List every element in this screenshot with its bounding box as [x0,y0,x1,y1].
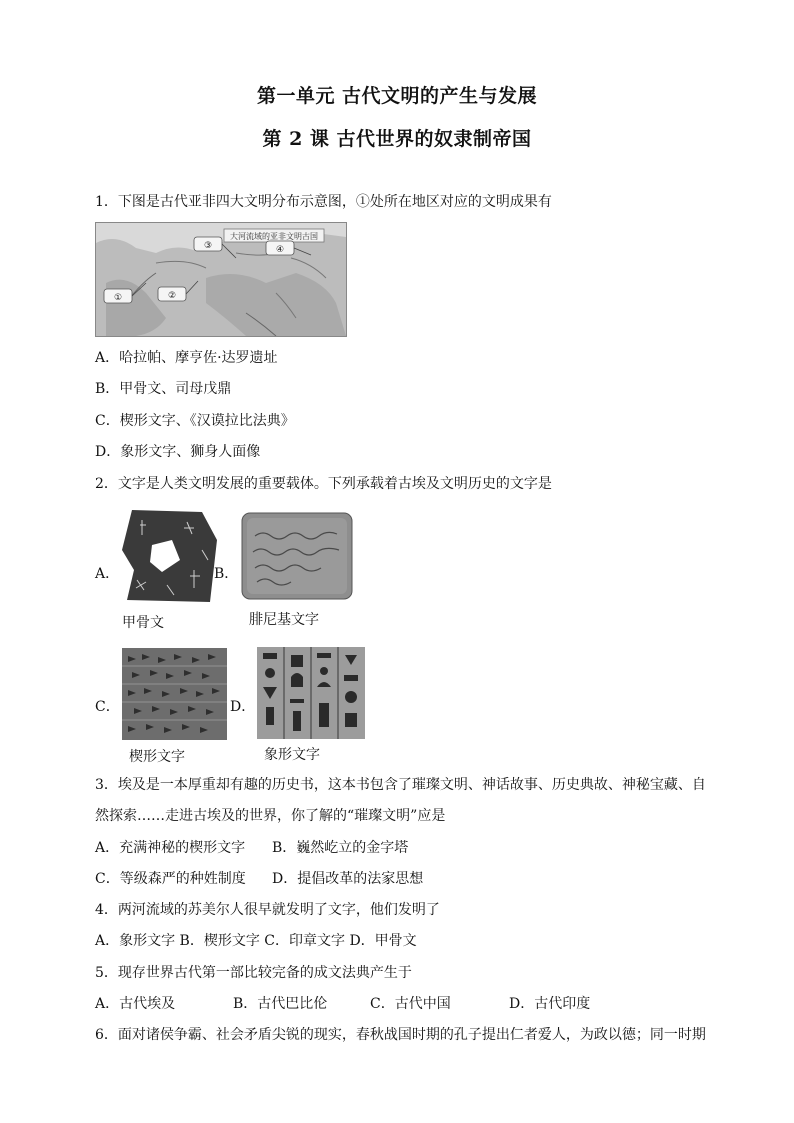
q5-option-b: B．古代巴比伦 [233,996,328,1012]
q3-option-b: B．巍然屹立的金字塔 [272,840,409,856]
q2-label-d: D． [230,699,256,715]
q4-options: A．象形文字 B．楔形文字 C．印章文字 D．甲骨文 [95,933,417,949]
cuneiform-image [122,648,227,740]
oracle-bone-image [122,510,217,602]
lesson-title: 第 2 课 古代世界的奴隶制帝国 [262,128,532,150]
caption-phoenician: 腓尼基文字 [249,612,319,628]
four-civilizations-map [95,222,347,337]
caption-cuneiform: 楔形文字 [129,749,185,765]
question-4-stem: 4．两河流域的苏美尔人很早就发明了文字，他们发明了 [95,902,440,918]
map-marker-4: ④ [275,245,285,255]
q1-option-a: A．哈拉帕、摩亨佐·达罗遗址 [95,350,278,366]
q1-option-c: C．楔形文字、《汉谟拉比法典》 [95,413,295,429]
question-3-stem-line-2: 然探索……走进古埃及的世界，你了解的“璀璨文明”应是 [95,808,446,824]
q2-label-a: A． [95,566,120,582]
q3-option-c: C．等级森严的种姓制度 [95,871,246,887]
q2-label-c: C． [95,699,120,715]
unit-title: 第一单元 古代文明的产生与发展 [256,85,538,107]
phoenician-script-image [241,512,353,600]
map-marker-3: ③ [203,241,213,251]
question-2-stem: 2．文字是人类文明发展的重要载体。下列承载着古埃及文明历史的文字是 [95,476,552,492]
hieroglyph-image [257,647,365,739]
q5-option-a: A．古代埃及 [95,996,176,1012]
caption-oracle-bone: 甲骨文 [122,615,164,631]
q3-option-a: A．充满神秘的楔形文字 [95,840,246,856]
map-marker-1: ① [113,293,123,303]
q5-option-d: D．古代印度 [509,996,591,1012]
question-5-stem: 5．现存世界古代第一部比较完备的成文法典产生于 [95,965,412,981]
q1-option-b: B．甲骨文、司母戊鼎 [95,381,232,397]
caption-hieroglyph: 象形文字 [264,747,320,763]
question-1-stem: 1．下图是古代亚非四大文明分布示意图，①处所在地区对应的文明成果有 [95,194,552,210]
question-6-stem: 6．面对诸侯争霸、社会矛盾尖锐的现实，春秋战国时期的孔子提出仁者爱人，为政以德；同一时期 [95,1027,706,1043]
question-3-stem-line-1: 3．埃及是一本厚重却有趣的历史书，这本书包含了璀璨文明、神话故事、历史典故、神秘宝藏、自 [95,777,706,793]
map-banner: 大河流域的亚非文明古国 [230,232,318,241]
map-marker-2: ② [167,291,177,301]
q2-label-b: B． [214,566,239,582]
q3-option-d: D．提倡改革的法家思想 [272,871,424,887]
q5-option-c: C．古代中国 [370,996,451,1012]
q1-option-d: D．象形文字、狮身人面像 [95,444,261,460]
